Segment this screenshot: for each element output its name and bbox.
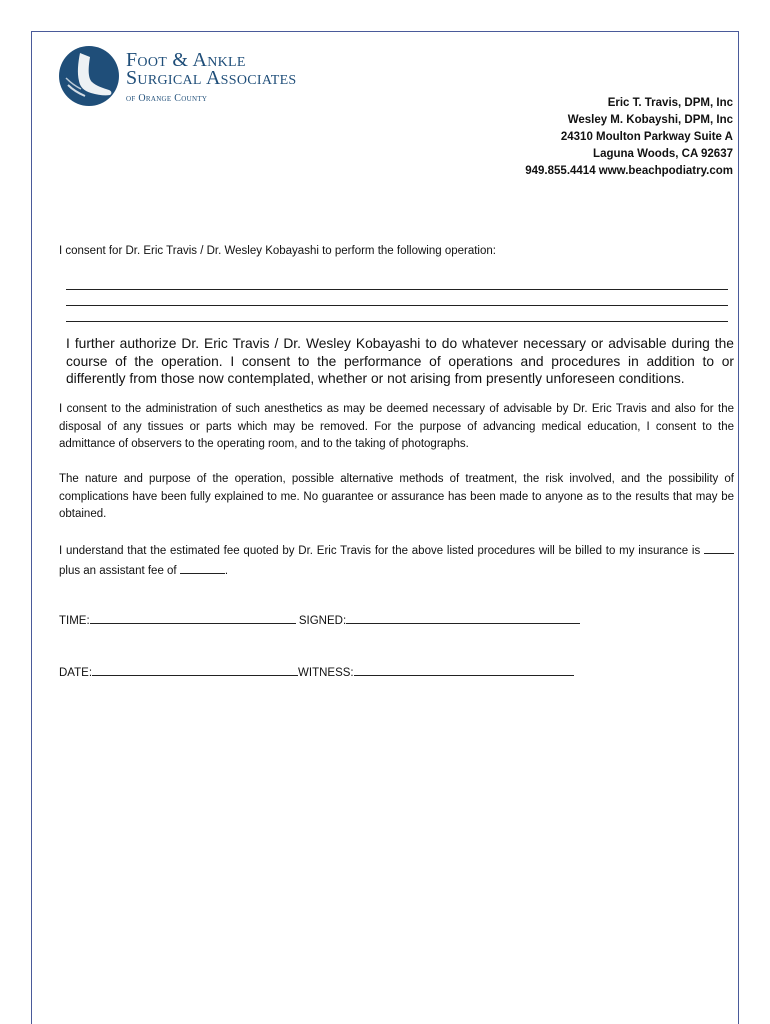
- authorize-paragraph: I further authorize Dr. Eric Travis / Dr. Wesley Kobayashi to do whatever necessary or advisable during the course of the operation. I consent to the performance of operations and procedures in addition to or differently from those now contemplated, whether or not arising from presently unforeseen conditions.: [66, 336, 734, 386]
- foot-logo-icon: [58, 45, 120, 107]
- time-blank: [90, 611, 296, 624]
- address-line-2: Wesley M. Kobayshi, DPM, Inc: [567, 114, 733, 126]
- practice-address: [525, 95, 733, 180]
- fee-paragraph: I understand that the estimated fee quoted by Dr. Eric Travis for the above listed procedures will be billed to my insurance is plus an assistant fee of .: [59, 541, 734, 580]
- witness-blank: [354, 663, 574, 676]
- assistant-fee-blank: [180, 561, 225, 574]
- blank-line: [66, 290, 728, 306]
- time-label: TIME:: [59, 615, 90, 627]
- insurance-fee-blank: [704, 541, 734, 554]
- address-line-3: 24310 Moulton Parkway Suite A: [560, 131, 733, 143]
- witness-label: WITNESS:: [298, 667, 354, 679]
- consent-statement: I consent for Dr. Eric Travis / Dr. Wesley Kobayashi to perform the following operation:: [59, 245, 496, 257]
- address-line-5: 949.855.4414 www.beachpodiatry.com: [525, 165, 733, 177]
- nature-paragraph: The nature and purpose of the operation, possible alternative methods of treatment, the risk involved, and the possibility of complications have been fully explained to me. No guarantee or assurance has been made to anyone as to the results that may be obtained.: [59, 473, 734, 520]
- address-line-4: Laguna Woods, CA 92637: [593, 148, 733, 160]
- signature-blank: [346, 611, 580, 624]
- date-witness-row: [59, 663, 574, 679]
- time-signed-row: [59, 611, 580, 627]
- anesthetics-paragraph: I consent to the administration of such anesthetics as may be deemed necessary of advisable by Dr. Eric Travis and also for the disposal of any tissues or parts which may be removed. For the purpose of advancing medical education, I consent to the admittance of observers to the operating room, and to the taking of photographs.: [59, 403, 734, 450]
- operation-blank-lines: [66, 274, 728, 322]
- practice-logo: [58, 45, 338, 110]
- blank-line: [66, 306, 728, 322]
- blank-line: [66, 274, 728, 290]
- date-blank: [92, 663, 298, 676]
- signed-label: SIGNED:: [298, 615, 347, 627]
- practice-name: Foot & Ankle Surgical Associates: [126, 49, 297, 89]
- practice-subtitle: of Orange County: [126, 93, 208, 104]
- address-line-1: Eric T. Travis, DPM, Inc: [607, 97, 733, 109]
- date-label: DATE:: [59, 667, 93, 679]
